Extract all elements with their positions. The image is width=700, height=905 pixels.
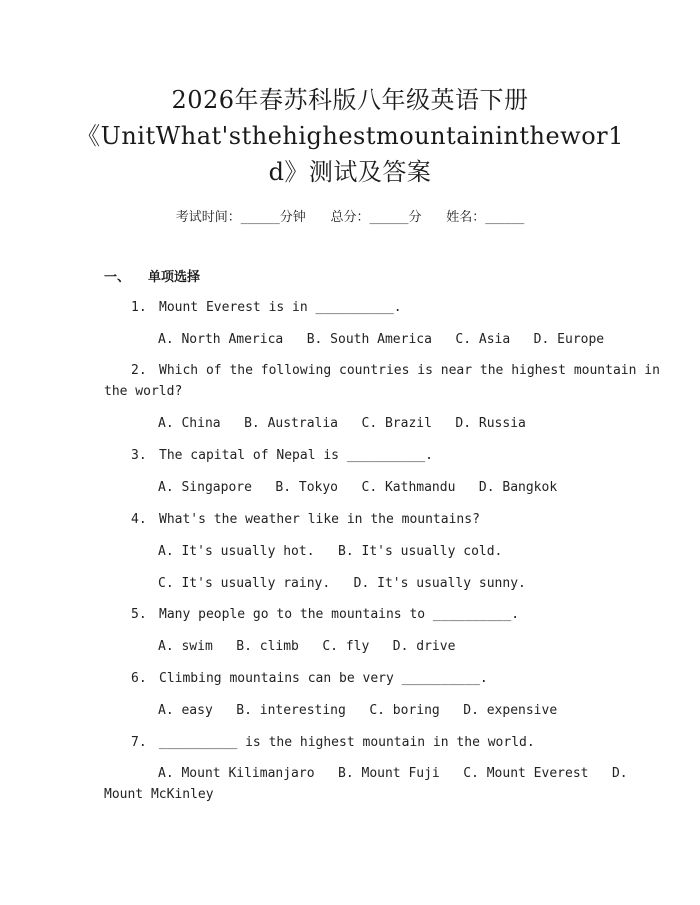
title-line-3: d》测试及答案 [268,158,432,186]
question-number: 7. [131,735,147,750]
question-number: 2. [131,363,147,378]
question-text: Which of the following countries is near the highest mountain in [159,363,660,378]
question-text: The capital of Nepal is __________. [159,448,433,463]
section-heading [104,266,200,285]
title-line-1: 2026年春苏科版八年级英语下册 [171,86,529,114]
question-7-options: A. Mount Kilimanjaro B. Mount Fuji C. Mount Everest D. [158,766,628,781]
question-number: 3. [131,448,147,463]
question-number: 5. [131,607,147,622]
question-2-text-continued: the world? [104,384,183,399]
question-7-options-continued: Mount McKinley [104,787,214,802]
question-5-options: A. swim B. climb C. fly D. drive [158,639,456,654]
question-number: 4. [131,512,147,527]
question-5 [131,604,519,625]
question-number: 6. [131,671,147,686]
question-1 [131,297,402,318]
question-text: Many people go to the mountains to __________. [159,607,520,622]
question-3-options: A. Singapore B. Tokyo C. Kathmandu D. Bangkok [158,480,558,495]
question-3 [131,445,433,466]
question-2-options: A. China B. Australia C. Brazil D. Russia [158,416,526,431]
question-2 [131,360,660,381]
question-4 [131,509,480,530]
question-text: What's the weather like in the mountains? [159,512,480,527]
question-text: Mount Everest is in __________. [159,300,402,315]
section-number: 一、 [104,270,131,285]
question-text: Climbing mountains can be very __________. [159,671,488,686]
question-text: __________ is the highest mountain in the world. [159,735,535,750]
question-6-options: A. easy B. interesting C. boring D. expensive [158,703,558,718]
question-6 [131,668,488,689]
title-line-2: 《UnitWhat'sthehighestmountaininthewor1 [76,122,624,150]
question-4-options-row-2: C. It's usually rainy. D. It's usually sunny. [158,576,526,591]
question-4-options-row-1: A. It's usually hot. B. It's usually cold. [158,544,503,559]
question-number: 1. [131,300,147,315]
document-title [70,82,630,190]
question-7 [131,732,535,753]
question-1-options: A. North America B. South America C. Asia D. Europe [158,332,605,347]
exam-info-line: 考试时间：______分钟 总分：______分 姓名：______ [175,210,525,225]
section-name: 单项选择 [148,270,201,285]
